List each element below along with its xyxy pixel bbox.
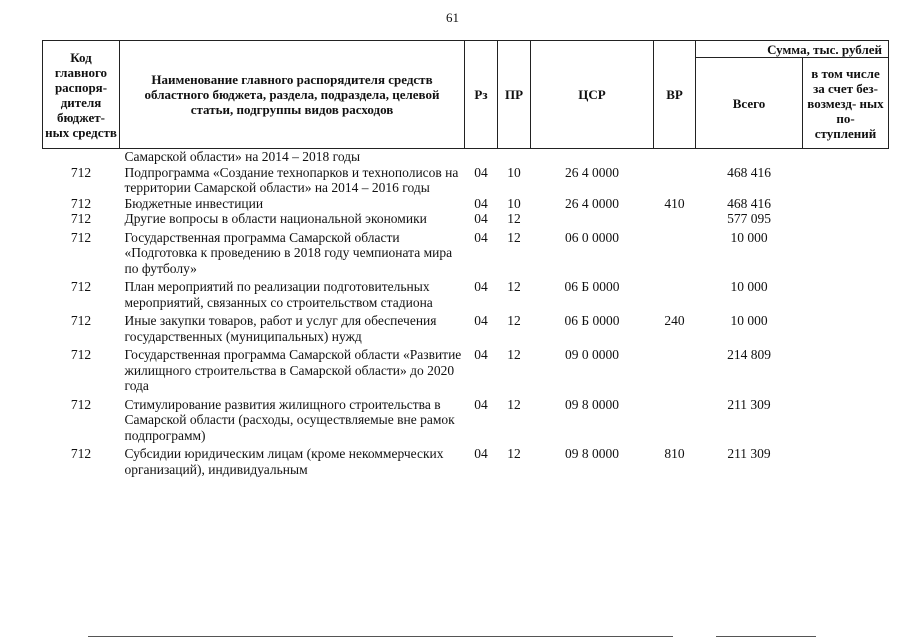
cell-total: 10 000 xyxy=(730,279,768,294)
cell-free xyxy=(803,347,889,397)
cell-code: 712 xyxy=(70,164,92,180)
cell-total: 214 809 xyxy=(727,347,771,362)
cell-code: 712 xyxy=(70,195,92,211)
table-row xyxy=(43,279,889,313)
cell-total: 10 000 xyxy=(730,229,768,245)
cell-total: 211 309 xyxy=(727,446,771,461)
cell-code: 712 xyxy=(70,279,92,294)
cell-code: 712 xyxy=(70,313,92,328)
cell-name: Бюджетные инвестиции xyxy=(124,195,264,211)
cell-free xyxy=(803,446,889,477)
cell-vr xyxy=(654,149,696,165)
table-row xyxy=(43,196,889,212)
cell-csr: 26 4 0000 xyxy=(565,164,619,180)
table-body xyxy=(43,149,889,478)
cell-csr: 09 0 0000 xyxy=(565,347,619,362)
cell-code: 712 xyxy=(70,347,92,362)
cell-free xyxy=(803,196,889,212)
cell-free xyxy=(803,313,889,347)
table-row xyxy=(43,397,889,447)
cell-vr: 240 xyxy=(664,313,685,328)
header-sum: Сумма, тыс. рублей xyxy=(696,41,889,58)
table-row xyxy=(43,165,889,196)
cell-pr: 12 xyxy=(507,313,521,328)
cell-total: 468 416 xyxy=(727,195,771,211)
header-total: Всего xyxy=(696,58,803,149)
cell-vr xyxy=(654,211,696,230)
table-row xyxy=(43,347,889,397)
cell-name: Иные закупки товаров, работ и услуг для обеспечения государственных (муниципальных) нужд xyxy=(124,313,437,344)
cell-pr: 12 xyxy=(507,396,521,412)
cell-name: Другие вопросы в области национальной экономики xyxy=(124,211,427,226)
cell-pr: 10 xyxy=(507,195,521,211)
cell-code: 712 xyxy=(70,211,92,226)
budget-table xyxy=(42,40,889,477)
cell-rz: 04 xyxy=(474,396,488,412)
cell-total: 468 416 xyxy=(727,164,771,180)
cell-rz: 04 xyxy=(474,446,488,461)
table-row xyxy=(43,211,889,230)
cell-csr: 06 Б 0000 xyxy=(564,279,620,294)
header-vr: ВР xyxy=(654,41,696,149)
cell-rz xyxy=(465,149,498,165)
cell-pr: 12 xyxy=(507,211,521,226)
cell-rz: 04 xyxy=(474,347,488,362)
table-row xyxy=(43,230,889,280)
header-code: Код главного распоря- дителя бюджет- ных средств xyxy=(43,41,120,149)
footer-rule xyxy=(88,636,673,637)
cell-name: Самарской области» на 2014 – 2018 годы xyxy=(124,149,361,164)
cell-name: Государственная программа Самарской области «Подготовка к проведению в 2018 году чемпионата мира по футболу» xyxy=(124,229,453,276)
cell-vr xyxy=(654,397,696,447)
table-header xyxy=(43,41,889,149)
cell-pr: 12 xyxy=(507,347,521,362)
cell-csr: 26 4 0000 xyxy=(565,195,619,211)
cell-vr xyxy=(654,165,696,196)
cell-free xyxy=(803,211,889,230)
cell-name: Подпрограмма «Создание технопарков и технополисов на территории Самарской области» на 2014 – 2016 годы xyxy=(124,164,459,195)
cell-csr xyxy=(531,211,654,230)
cell-code: 712 xyxy=(70,229,92,245)
cell-csr: 09 8 0000 xyxy=(565,446,619,461)
cell-pr: 12 xyxy=(507,279,521,294)
cell-total xyxy=(696,149,803,165)
footer-rule-short xyxy=(716,636,816,637)
cell-vr xyxy=(654,230,696,280)
cell-csr: 06 0 0000 xyxy=(565,229,619,245)
cell-code: 712 xyxy=(70,446,92,461)
cell-pr xyxy=(498,149,531,165)
page-number: 61 xyxy=(446,10,459,25)
cell-rz: 04 xyxy=(474,164,488,180)
cell-total: 211 309 xyxy=(727,396,771,412)
header-rz: Рз xyxy=(465,41,498,149)
cell-code xyxy=(43,149,120,165)
header-name: Наименование главного распорядителя средств областного бюджета, раздела, подраздела, целевой статьи, подгруппы видов расходов xyxy=(120,41,465,149)
cell-rz: 04 xyxy=(474,211,488,226)
cell-csr: 09 8 0000 xyxy=(565,396,619,412)
cell-vr xyxy=(654,347,696,397)
cell-name: Субсидии юридическим лицам (кроме некоммерческих организаций), индивидуальным xyxy=(124,446,444,477)
cell-free xyxy=(803,397,889,447)
cell-free xyxy=(803,279,889,313)
header-free: в том числе за счет без- возмезд- ных по- ступлений xyxy=(803,58,889,149)
cell-total: 577 095 xyxy=(727,211,771,226)
table-row xyxy=(43,313,889,347)
cell-vr: 810 xyxy=(664,446,685,461)
cell-code: 712 xyxy=(70,396,92,412)
cell-name: Государственная программа Самарской области «Развитие жилищного строительства в Самарской области» до 2020 года xyxy=(124,347,462,393)
cell-rz: 04 xyxy=(474,229,488,245)
cell-csr: 06 Б 0000 xyxy=(564,313,620,328)
cell-pr: 10 xyxy=(507,164,521,180)
cell-name: План мероприятий по реализации подготовительных мероприятий, связанных со строительством стадиона xyxy=(124,279,433,310)
table-row xyxy=(43,149,889,165)
cell-csr xyxy=(531,149,654,165)
cell-rz: 04 xyxy=(474,195,488,211)
header-pr: ПР xyxy=(498,41,531,149)
cell-pr: 12 xyxy=(507,229,521,245)
cell-vr xyxy=(654,279,696,313)
table-row xyxy=(43,446,889,477)
cell-free xyxy=(803,165,889,196)
cell-vr: 410 xyxy=(664,195,685,211)
cell-total: 10 000 xyxy=(730,313,768,328)
header-csr: ЦСР xyxy=(531,41,654,149)
cell-name: Стимулирование развития жилищного строительства в Самарской области (расходы, осуществляемые вне рамок подпрограмм) xyxy=(124,396,455,443)
cell-pr: 12 xyxy=(507,446,521,461)
cell-rz: 04 xyxy=(474,279,488,294)
cell-free xyxy=(803,149,889,165)
cell-free xyxy=(803,230,889,280)
cell-rz: 04 xyxy=(474,313,488,328)
